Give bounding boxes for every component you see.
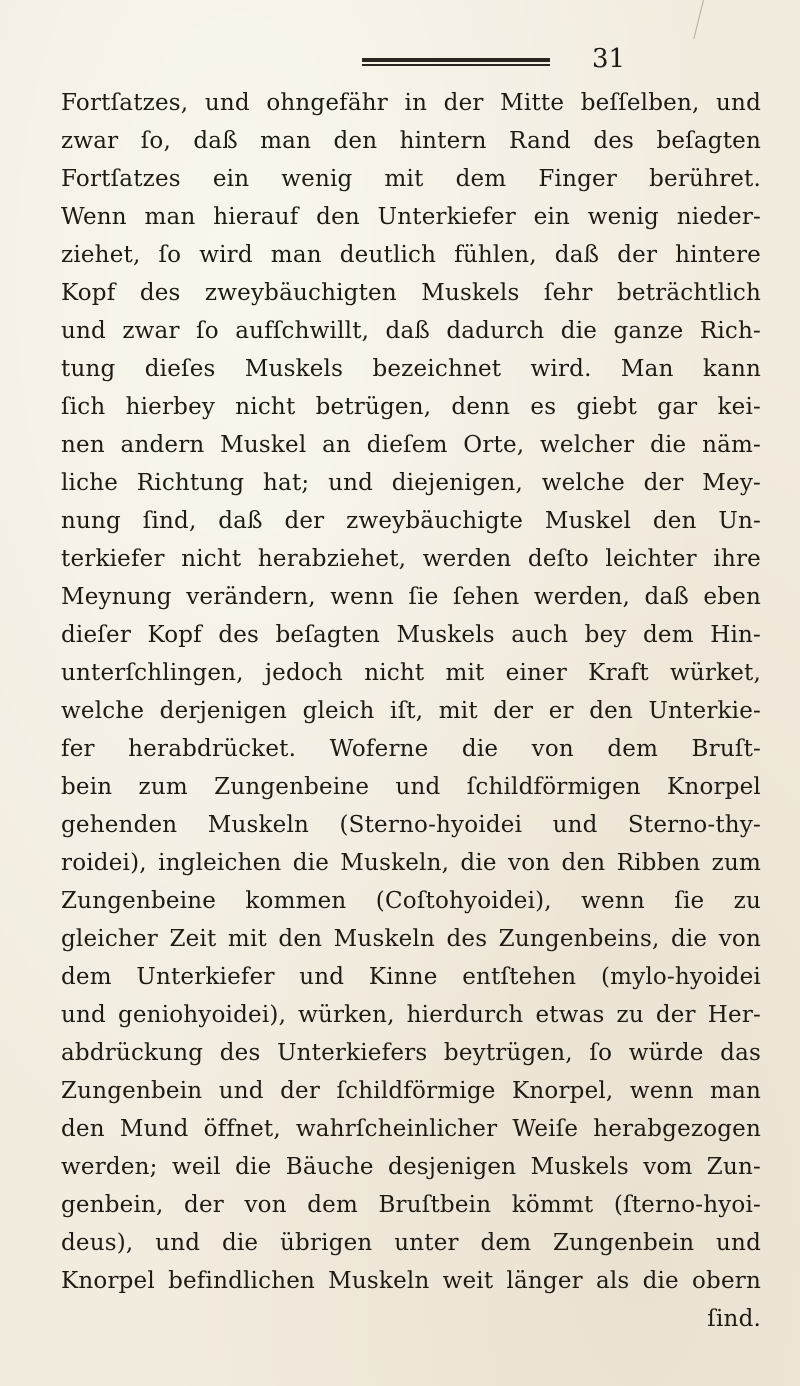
- scan-mark: [693, 0, 704, 39]
- text-line: roidei), ingleichen die Muskeln, die von den Ribben zum: [61, 850, 761, 876]
- text-line: und zwar ſo aufſchwillt, daß dadurch die ganze Rich-: [61, 318, 761, 344]
- text-line: nen andern Muskel an dieſem Orte, welcher die näm-: [61, 432, 761, 458]
- text-line: gehenden Muskeln (Sterno-hyoidei und Sterno-thy-: [61, 812, 761, 838]
- text-line: und geniohyoidei), würken, hierdurch etwas zu der Her-: [61, 1002, 761, 1028]
- text-line: genbein, der von dem Bruſtbein kömmt (ſterno-hyoi-: [61, 1192, 761, 1218]
- text-line: unterſchlingen, jedoch nicht mit einer Kraft würket,: [61, 660, 761, 686]
- header-rule-thin: [362, 64, 550, 66]
- text-line: ſich hierbey nicht betrügen, denn es giebt gar kei-: [61, 394, 761, 420]
- text-line: liche Richtung hat; und diejenigen, welche der Mey-: [61, 470, 761, 496]
- text-line: terkiefer nicht herabziehet, werden deſto leichter ihre: [61, 546, 761, 572]
- text-line: den Mund öffnet, wahrſcheinlicher Weiſe herabgezogen: [61, 1116, 761, 1142]
- page-number: 31: [592, 44, 626, 74]
- text-line: ziehet, ſo wird man deutlich fühlen, daß der hintere: [61, 242, 761, 268]
- text-line: deus), und die übrigen unter dem Zungenbein und: [61, 1230, 761, 1256]
- text-line: tung dieſes Muskels bezeichnet wird. Man kann: [61, 356, 761, 382]
- text-line: fer herabdrücket. Woferne die von dem Bruſt-: [61, 736, 761, 762]
- text-line: Knorpel befindlichen Muskeln weit länger als die obern: [61, 1268, 761, 1294]
- text-line: bein zum Zungenbeine und ſchildförmigen Knorpel: [61, 774, 761, 800]
- text-line: gleicher Zeit mit den Muskeln des Zungenbeins, die von: [61, 926, 761, 952]
- text-line: Wenn man hierauf den Unterkiefer ein wenig nieder-: [61, 204, 761, 230]
- text-line: zwar ſo, daß man den hintern Rand des beſagten: [61, 128, 761, 154]
- text-line: dieſer Kopf des beſagten Muskels auch bey dem Hin-: [61, 622, 761, 648]
- text-line: welche derjenigen gleich iſt, mit der er den Unterkie-: [61, 698, 761, 724]
- header-rule: [362, 58, 550, 68]
- text-line: Meynung verändern, wenn ſie ſehen werden, daß eben: [61, 584, 761, 610]
- text-line: ſind.: [707, 1306, 761, 1332]
- text-line: dem Unterkiefer und Kinne entſtehen (mylo-hyoidei: [61, 964, 761, 990]
- text-line: Fortſatzes, und ohngefähr in der Mitte beſſelben, und: [61, 90, 761, 116]
- text-line: nung ſind, daß der zweybäuchigte Muskel den Un-: [61, 508, 761, 534]
- header-rule-thick: [362, 58, 550, 62]
- text-line: abdrückung des Unterkiefers beytrügen, ſo würde das: [61, 1040, 761, 1066]
- text-line: Zungenbein und der ſchildförmige Knorpel, wenn man: [61, 1078, 761, 1104]
- text-line: Kopf des zweybäuchigten Muskels ſehr beträchtlich: [61, 280, 761, 306]
- text-line: Zungenbeine kommen (Coſtohyoidei), wenn ſie zu: [61, 888, 761, 914]
- body-text: [61, 86, 761, 1376]
- text-line: werden; weil die Bäuche desjenigen Muskels vom Zun-: [61, 1154, 761, 1180]
- text-line: Fortſatzes ein wenig mit dem Finger berühret.: [61, 166, 761, 192]
